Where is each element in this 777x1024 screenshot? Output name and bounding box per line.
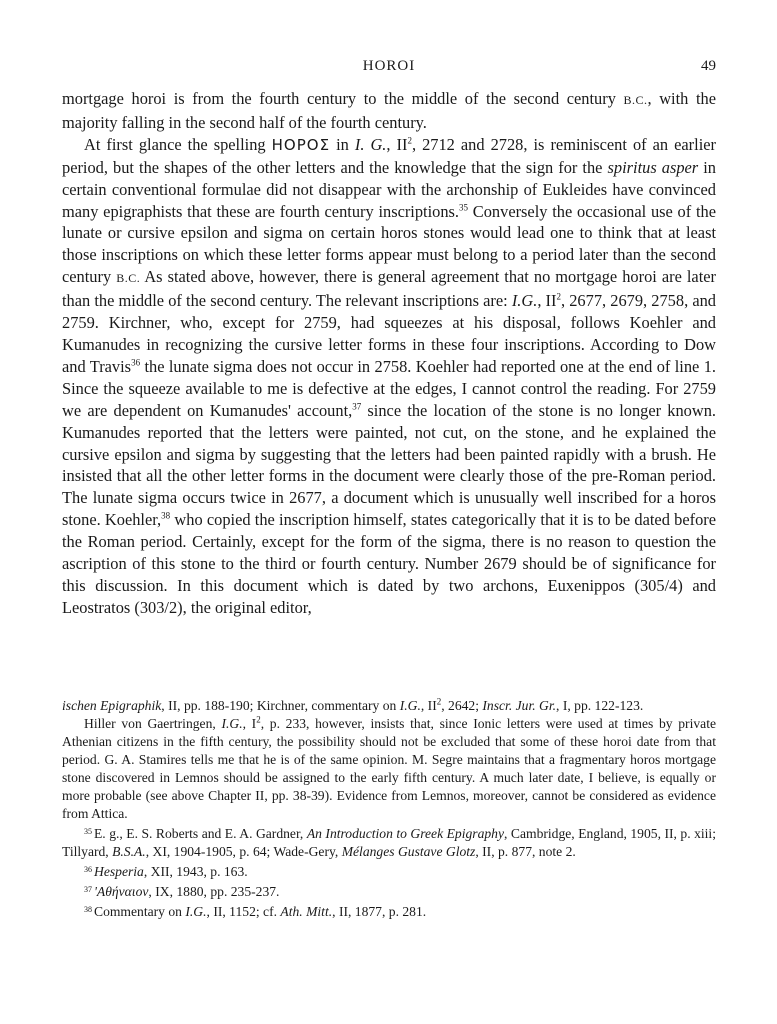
footnote-ref-36: 36 xyxy=(131,357,141,368)
footnote-ref-35: 35 xyxy=(459,202,469,213)
body-text xyxy=(62,88,716,619)
running-head: HOROI xyxy=(362,58,416,74)
footnote-38: $^{38}$ Commentary on I.G., II, 1152; cf. Ath. Mitt., II, 1877, p. 281. xyxy=(84,904,427,919)
horos-spelling: ΗΟΡΟΣ xyxy=(271,135,331,154)
page-number: 49 xyxy=(701,58,716,74)
footnote-ref-37: 37 xyxy=(352,401,362,412)
footnotes xyxy=(62,697,716,921)
footnote-continuation: ischen Epigraphik, II, pp. 188-190; Kirchner, commentary on I.G., $II^2$, 2642; Inscr. Jur. Gr., I, pp. 122-123. xyxy=(62,696,644,713)
footnote-36: $^{36}$ Hesperia, XII, 1943, p. 163. xyxy=(84,864,248,879)
paragraph-1: mortgage horoi is from the fourth century to the middle of the second century B.C., with the majority falling in the second half of the fourth century. xyxy=(62,89,716,132)
footnote-37: $^{37}$ 'Αθήναιον, IX, 1880, pp. 235-237. xyxy=(84,884,280,899)
page-header xyxy=(62,58,716,80)
footnote-hiller: Hiller von Gaertringen, I.G., $I^2$, p. 233, however, insists that, since Ionic letters were used at times by private Athenian citizens in the fifth century, the possibility should not be excluded that some of these horoi date from that period. G. A. Stamires tells me that he is of the same opinion. M. Segre maintains that a fragmentary horos mortgage stone discovered in Lemnos should be assigned to the early fifth century. A much later date, I believe, is equally or more probable (see above Chapter II, pp. 38-39). Evidence from Lemnos, moreover, cannot be considered as evidence from Attica. xyxy=(62,714,717,821)
footnote-35: $^{35}$ E. g., E. S. Roberts and E. A. Gardner, An Introduction to Greek Epigraphy, Cambridge, England, 1905, II, p. xiii; Tillyard, B.S.A., XI, 1904-1905, p. 64; Wade-Gery, Mélanges Gustave Glotz, II, p. 877, note 2. xyxy=(62,826,716,859)
paragraph-2: At first glance the spelling ΗΟΡΟΣ in I. G., $II^2$, 2712 and 2728, is reminiscent of an earlier period, but the shapes of the other letters and the knowledge that the sign for the spiritus asper in certain conventional formulae did not disappear with the archonship of Eukleides have convinced many epigraphists that these are fourth century inscriptions.$^{35}$ Conversely the occasional use of the lunate or cursive epsilon and sigma on certain horos stones would lead one to think that at least those inscriptions on which these letter forms appear must belong to a period later than the second century B.C. As stated above, however, there is general agreement that no mortgage horoi are later than the middle of the second century. The relevant inscriptions are: I.G., $II^2$, 2677, 2679, 2758, and 2759. Kirchner, who, except for 2759, had squeezes at his disposal, follows Koehler and Kumanudes in recognizing the cursive letter forms in these four inscriptions. According to Dow and Travis$^{36}$ the lunate sigma does not occur in 2758. Koehler had reported one at the end of line 1. Since the squeeze available to me is defective at the edges, I cannot control the reading. For 2759 we are dependent on Kumanudes' account,$^{37}$ since the location of the stone is no longer known. Kumanudes reported that the letters were painted, not cut, on the stone, and he explained the cursive epsilon and sigma by suggesting that the letters had been painted rapidly with a brush. He insisted that all the other letter forms in the document were clearly those of the pre-Roman period. The lunate sigma occurs twice in 2677, a document which is unusually well inscribed for a horos stone. Koehler,$^{38}$ who copied the inscription himself, states categorically that it is to be dated before the Roman period. Certainly, except for the form of the sigma, there is no reason to question the ascription of this stone to the third or fourth century. Number 2679 should be of significance for this discussion. In this document which is dated by two archons, Euxenippos (305/4) and Leostratos (303/2), the original editor, xyxy=(62,134,716,617)
footnote-ref-38: 38 xyxy=(161,510,171,521)
